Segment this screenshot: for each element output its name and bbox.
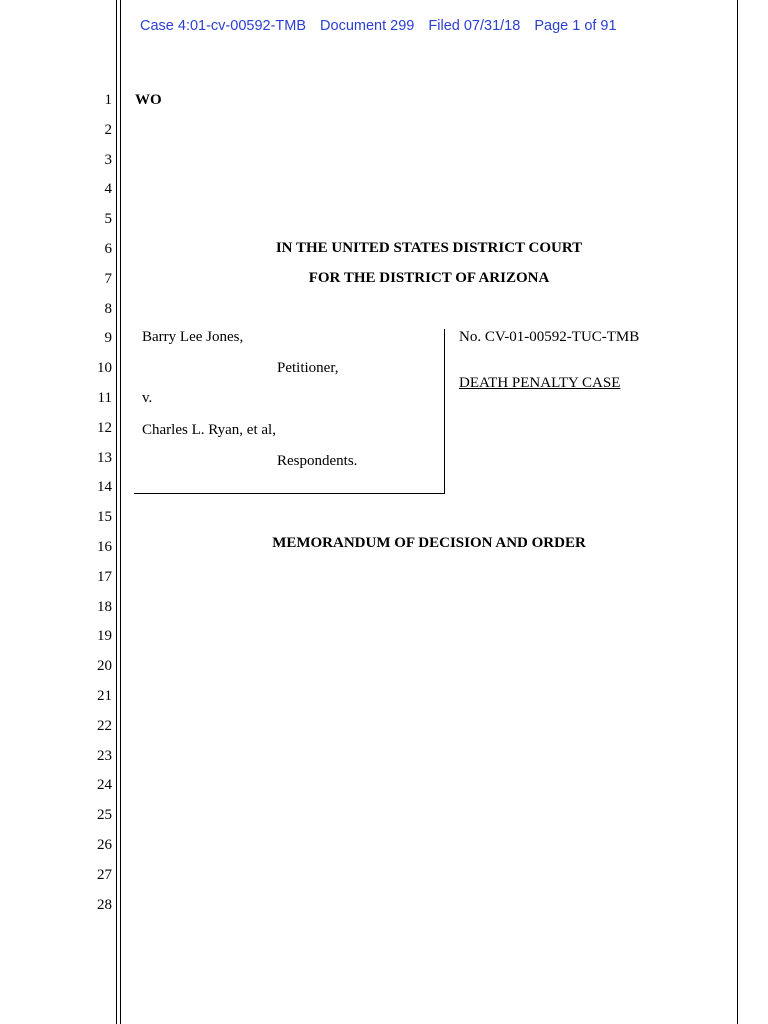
line-number: 6 — [104, 241, 112, 257]
line-number: 23 — [97, 747, 112, 764]
line-number: 22 — [97, 717, 112, 734]
left-margin-rule-inner — [120, 0, 121, 1024]
petitioner-name: Barry Lee Jones, — [142, 329, 244, 345]
line-number: 27 — [97, 866, 112, 883]
case-type: DEATH PENALTY CASE — [459, 375, 621, 391]
line-number: 17 — [97, 568, 112, 585]
versus-label: v. — [142, 390, 153, 406]
line-number: 28 — [97, 896, 112, 913]
caption-divider-vertical — [444, 329, 445, 494]
caption-divider-horizontal — [134, 493, 445, 494]
line-number: 3 — [104, 151, 112, 168]
header-document-number: Document 299 — [320, 18, 415, 34]
petitioner-role: Petitioner, — [277, 360, 339, 376]
respondent-name: Charles L. Ryan, et al, — [142, 422, 276, 438]
line-number: 15 — [97, 509, 112, 526]
right-margin-rule — [737, 0, 738, 1024]
line-number: 11 — [97, 390, 112, 406]
line-number: 7 — [104, 270, 112, 287]
line-number: 5 — [104, 211, 112, 228]
court-filing-header — [140, 18, 627, 34]
line-number: 12 — [97, 419, 112, 436]
line-number: 13 — [97, 449, 112, 466]
left-margin-rule — [116, 0, 117, 1024]
line-number: 1 — [104, 92, 112, 108]
line-number: 19 — [97, 628, 112, 645]
line-number: 4 — [104, 181, 112, 198]
line-number: 21 — [97, 688, 112, 704]
line-number: 16 — [97, 539, 112, 555]
line-number: 25 — [97, 807, 112, 824]
line-number: 14 — [97, 479, 112, 496]
respondent-role: Respondents. — [277, 453, 358, 469]
line-number: 20 — [97, 658, 112, 675]
header-case-number: Case 4:01-cv-00592-TMB — [140, 18, 307, 34]
line-number: 8 — [104, 300, 112, 317]
wo-marker: WO — [135, 92, 162, 108]
line-number: 26 — [97, 837, 112, 853]
line-number: 10 — [97, 360, 112, 377]
header-page-count: Page 1 of 91 — [534, 18, 617, 34]
line-number: 24 — [97, 777, 112, 794]
document-title: MEMORANDUM OF DECISION AND ORDER — [272, 535, 586, 551]
court-name-line-2: FOR THE DISTRICT OF ARIZONA — [308, 270, 550, 286]
line-number: 18 — [97, 598, 112, 615]
header-filed-date: Filed 07/31/18 — [428, 18, 521, 34]
case-number: No. CV-01-00592-TUC-TMB — [459, 329, 640, 345]
court-name-line-1: IN THE UNITED STATES DISTRICT COURT — [275, 240, 583, 256]
line-number: 9 — [104, 330, 112, 347]
line-number: 2 — [104, 121, 112, 138]
